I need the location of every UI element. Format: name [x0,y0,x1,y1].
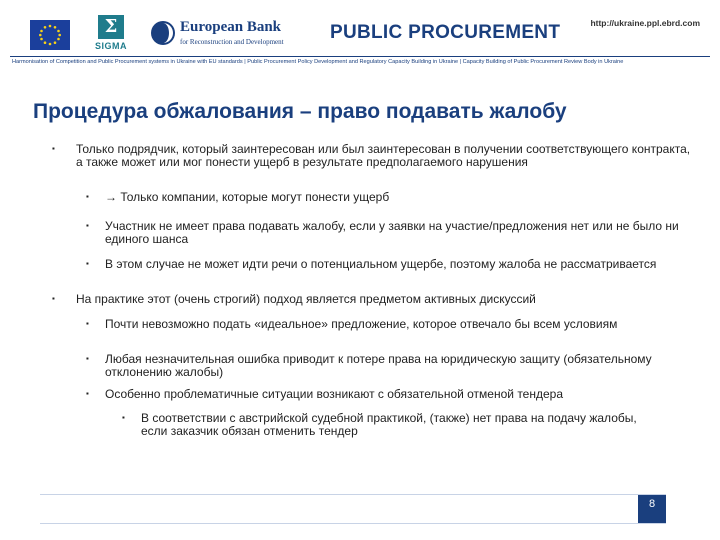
bullet-icon: ▪ [52,144,55,153]
list-item-text: На практике этот (очень строгий) подход является предметом активных дискуссий [76,292,536,306]
bullet-icon: ▪ [86,389,89,398]
sigma-logo [90,15,132,55]
header-divider [10,56,710,57]
bullet-icon: ▪ [52,294,55,303]
bullet-icon: ▪ [86,259,89,268]
list-item-text: Участник не имеет права подавать жалобу, если у заявки на участие/предложения нет или не было ни единого шанса [105,219,679,246]
list-item-text: В соответствии с австрийской судебной практикой, (также) нет права на подачу жалобы, если заказчик обязан отменить тендер [141,411,637,438]
ebrd-name: European Bank [180,19,282,35]
bullet-icon: ▪ [86,192,89,201]
ebrd-logo [150,18,310,50]
list-item-text: В этом случае не может идти речи о потенциальном ущербе, поэтому жалоба не рассматривается [105,257,657,271]
sigma-icon: Σ [98,15,124,39]
list-item-text: Почти невозможно подать «идеальное» предложение, которое отвечало бы всем условиям [105,317,618,331]
slide-title: Процедура обжалования – право подавать жалобу [33,100,567,123]
eu-flag-logo [30,20,70,50]
list-item-text: Особенно проблематичные ситуации возникают с обязательной отменой тендера [105,387,564,401]
footer-bar [40,494,666,524]
list-item-text: → Только компании, которые могут понести ущерб [105,190,390,204]
arrow-icon: → [105,190,117,204]
program-title: PUBLIC PROCUREMENT [330,22,561,43]
list-item-text: Только подрядчик, который заинтересован или был заинтересован в получении соответствующего контракта, а также может или мог понести ущерб в результате предполагаемого нарушения [76,142,691,169]
bullet-icon: ▪ [86,354,89,363]
bullet-icon: ▪ [86,319,89,328]
ebrd-subtitle: for Reconstruction and Development [180,38,284,46]
ebrd-emblem-icon [150,20,176,46]
project-url[interactable]: http://ukraine.ppl.ebrd.com [590,18,700,28]
bullet-icon: ▪ [86,221,89,230]
page-number: 8 [638,495,666,523]
program-subtitle: Harmonisation of Competition and Public Procurement systems in Ukraine with EU standards | Public Procurement Policy Development and Regulatory Capacity Building in Ukraine | Capacity Building of Public Procurement Review Body in Ukraine [12,59,624,65]
slide-header [0,0,720,80]
list-item-text: Любая незначительная ошибка приводит к потере права на юридическую защиту (обязательному отклонению жалобы) [105,352,652,379]
bullet-icon: ▪ [122,413,125,422]
sigma-label: SIGMA [94,41,127,51]
